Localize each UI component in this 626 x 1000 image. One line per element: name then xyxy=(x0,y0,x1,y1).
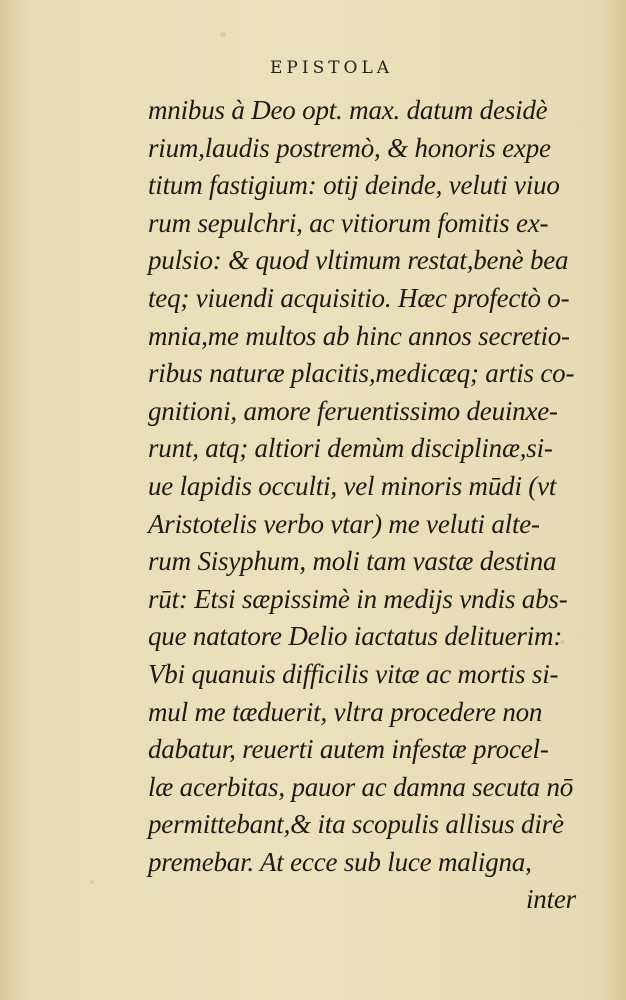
text-line: que natatore Delio iactatus delituerim: xyxy=(148,621,563,652)
catchword: inter xyxy=(526,884,576,915)
text-line: titum fastigium: otij deinde, veluti viuo xyxy=(148,170,560,201)
text-line: Vbi quanuis difficilis vitæ ac mortis si- xyxy=(148,658,559,689)
text-line: ue lapidis occulti, vel minoris mūdi (vt xyxy=(148,470,557,501)
text-line: Aristotelis verbo vtar) me veluti alte- xyxy=(148,508,540,539)
text-line: rium,laudis postremò, & honoris expe xyxy=(148,132,551,163)
text-line: gnitioni, amore feruentissimo deuinxe- xyxy=(148,395,558,426)
paper-spot xyxy=(220,32,226,37)
text-line: rum Sisyphum, moli tam vastæ destina xyxy=(148,546,557,577)
text-line: mnibus à Deo opt. max. datum desidè xyxy=(148,95,548,125)
text-line: pulsio: & quod vltimum restat,benè bea xyxy=(148,245,569,276)
text-line: mnia,me multos ab hinc annos secretio- xyxy=(148,320,570,351)
text-line: læ acerbitas, pauor ac damna secuta nō xyxy=(148,771,574,802)
text-line: runt, atq; altiori demùm disciplinæ,si- xyxy=(148,433,553,464)
running-title: EPISTOLA xyxy=(270,58,394,78)
text-line: mul me tæduerit, vltra procedere non xyxy=(148,696,543,727)
text-line: permittebant,& ita scopulis allisus dirè xyxy=(148,809,564,840)
text-line: ribus naturæ placitis,medicæq; artis co- xyxy=(148,358,575,389)
text-line: premebar. At ecce sub luce maligna, xyxy=(148,846,532,877)
body-text xyxy=(148,92,598,919)
text-line: rum sepulchri, ac vitiorum fomitis ex- xyxy=(148,207,549,238)
text-line: rūt: Etsi sæpissimè in medijs vndis abs- xyxy=(148,583,568,614)
text-line: dabatur, reuerti autem infestæ procel- xyxy=(148,734,549,765)
paper-spot xyxy=(90,880,94,884)
text-line: teq; viuendi acquisitio. Hæc profectò o- xyxy=(148,282,570,313)
